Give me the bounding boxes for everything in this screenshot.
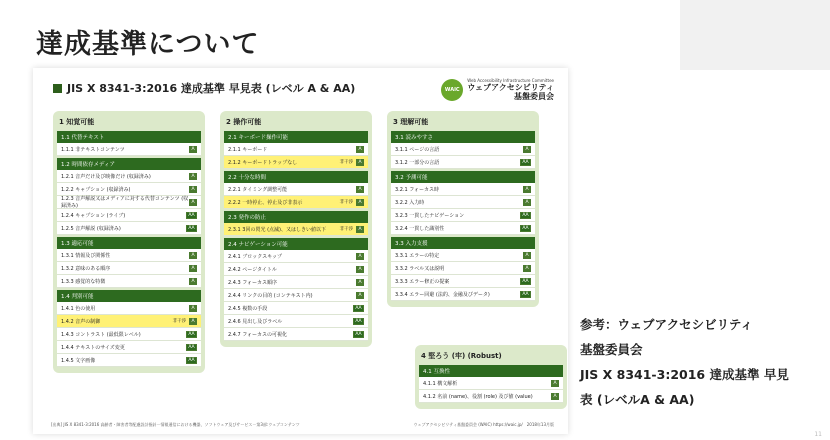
criterion-row	[391, 156, 535, 169]
level-badge: AA	[186, 225, 197, 232]
criterion-label: 2.1.1 キーボード	[228, 146, 268, 153]
criterion-label: 3.3.4 エラー回避 (法的、金融及びデータ)	[395, 291, 490, 298]
column-robust	[415, 345, 567, 409]
org-subtitle: Web Accessibility Infrastructure Committee	[467, 78, 554, 83]
criterion-label: 2.3.1 3回の閃光 (点滅)、又はしきい値以下	[228, 226, 326, 233]
criterion-label: 3.1.2 一部分の言語	[395, 159, 440, 166]
criterion-row	[224, 156, 368, 169]
criterion-meta	[520, 159, 531, 166]
level-badge: AA	[520, 291, 531, 298]
criterion-row	[57, 143, 201, 156]
column-title: 4 堅ろう (牢) (Robust)	[421, 352, 502, 360]
footer-credit: ウェブアクセシビリティ基盤委員会 (WAIC) https://waic.jp/ 2018年13月版	[413, 422, 554, 427]
org-name-line2: 基盤委員会	[514, 92, 554, 101]
reference-text	[580, 312, 820, 412]
guideline-section	[224, 171, 368, 209]
criterion-row	[224, 328, 368, 341]
level-badge: A	[356, 159, 364, 166]
source-note: [出典] JIS X 8341-3:2016 高齢者・障害者等配慮設計指針－情報通信における機器，ソフトウェア及びサービス－第3部:ウェブコンテンツ	[51, 422, 300, 427]
level-badge: A	[189, 146, 197, 153]
reference-line2: 基盤委員会	[580, 342, 643, 357]
criterion-meta	[189, 265, 197, 272]
level-badge: A	[523, 146, 531, 153]
quick-reference-card	[33, 68, 568, 434]
level-badge: AA	[353, 318, 364, 325]
criterion-row	[57, 328, 201, 341]
criterion-label: 2.1.2 キーボードトラップなし	[228, 159, 298, 166]
card-header-text: JIS X 8341-3:2016 達成基準 早見表 (レベル A & AA)	[67, 82, 356, 95]
section-header: 2.4 ナビゲーション可能	[224, 238, 368, 250]
criterion-row	[57, 315, 201, 328]
level-badge: A	[356, 186, 364, 193]
non-interference-note: 非干渉	[339, 227, 353, 232]
guideline-section	[57, 131, 201, 156]
criterion-label: 2.4.5 複数の手段	[228, 305, 268, 312]
criterion-row	[224, 276, 368, 289]
criterion-label: 1.3.2 意味のある順序	[61, 265, 111, 272]
criterion-row	[419, 377, 563, 390]
criterion-row	[391, 183, 535, 196]
criterion-label: 2.4.7 フォーカスの可視化	[228, 331, 287, 338]
level-badge: AA	[520, 212, 531, 219]
level-badge: A	[189, 173, 197, 180]
criterion-label: 2.4.1 ブロックスキップ	[228, 253, 283, 260]
criterion-label: 4.1.2 名前 (name)、役割 (role) 及び値 (value)	[423, 393, 533, 400]
criterion-row	[224, 196, 368, 209]
criterion-label: 2.4.3 フォーカス順序	[228, 279, 277, 286]
criterion-meta	[189, 173, 197, 180]
reference-line4: 表 (レベルA & AA)	[580, 392, 695, 407]
level-badge: A	[523, 252, 531, 259]
criterion-row	[57, 262, 201, 275]
criterion-label: 3.2.4 一貫した識別性	[395, 225, 445, 232]
level-badge: A	[356, 279, 364, 286]
column-title: 2 操作可能	[226, 118, 262, 126]
reference-line3: JIS X 8341-3:2016 達成基準 早見	[580, 367, 789, 382]
level-badge: A	[551, 380, 559, 387]
criterion-meta	[520, 291, 531, 298]
column-title: 3 理解可能	[393, 118, 429, 126]
section-header: 1.2 時間依存メディア	[57, 158, 201, 170]
level-badge: A	[189, 265, 197, 272]
level-badge: A	[356, 266, 364, 273]
criterion-label: 1.3.3 感覚的な特徴	[61, 278, 106, 285]
criterion-row	[57, 170, 201, 183]
level-badge: AA	[520, 278, 531, 285]
column-principle-1	[53, 111, 205, 373]
criterion-row	[57, 249, 201, 262]
criterion-label: 3.2.1 フォーカス時	[395, 186, 439, 193]
criterion-meta	[520, 225, 531, 232]
criterion-meta	[189, 186, 197, 193]
criterion-row	[391, 262, 535, 275]
criterion-meta	[523, 252, 531, 259]
column-principle-3	[387, 111, 539, 307]
criterion-label: 1.2.3 音声解説又はメディアに対する代替コンテンツ (収録済み)	[61, 196, 189, 209]
page-number: 11	[814, 431, 822, 438]
level-badge: AA	[186, 357, 197, 364]
criterion-row	[224, 315, 368, 328]
waic-logo-icon: WAIC	[441, 79, 463, 101]
org-name-line1: ウェブアクセシビリティ	[467, 83, 554, 92]
criterion-meta	[523, 265, 531, 272]
criterion-label: 3.2.2 入力時	[395, 199, 425, 206]
criterion-label: 2.4.2 ページタイトル	[228, 266, 277, 273]
level-badge: A	[356, 292, 364, 299]
criterion-row	[57, 302, 201, 315]
criterion-row	[391, 275, 535, 288]
section-header: 3.1 読みやすさ	[391, 131, 535, 143]
reference-line1: 参考：ウェブアクセシビリティ	[580, 317, 753, 332]
level-badge: AA	[186, 331, 197, 338]
criterion-row	[57, 196, 201, 209]
criterion-row	[391, 222, 535, 235]
criterion-row	[224, 143, 368, 156]
section-header: 1.3 適応可能	[57, 237, 201, 249]
criterion-row	[391, 196, 535, 209]
criterion-label: 1.2.5 音声解説 (収録済み)	[61, 225, 121, 232]
criterion-label: 1.1.1 非テキストコンテンツ	[61, 146, 125, 153]
criterion-label: 1.3.1 情報及び関係性	[61, 252, 111, 259]
criterion-row	[224, 223, 368, 236]
criterion-row	[391, 209, 535, 222]
criterion-row	[391, 249, 535, 262]
criterion-meta	[189, 278, 197, 285]
level-badge: AA	[186, 212, 197, 219]
criterion-row	[224, 263, 368, 276]
criterion-label: 3.3.2 ラベル又は説明	[395, 265, 445, 272]
corner-decoration	[680, 0, 830, 70]
guideline-section	[391, 171, 535, 235]
level-badge: AA	[520, 225, 531, 232]
criterion-meta	[523, 199, 531, 206]
section-header: 2.2 十分な時間	[224, 171, 368, 183]
criterion-meta	[340, 159, 365, 166]
criterion-meta	[356, 253, 364, 260]
criterion-label: 2.4.6 見出し及びラベル	[228, 318, 283, 325]
card-header	[53, 80, 355, 96]
section-header: 3.2 予測可能	[391, 171, 535, 183]
guideline-section	[224, 211, 368, 236]
level-badge: A	[189, 318, 197, 325]
section-header: 3.3 入力支援	[391, 237, 535, 249]
criterion-meta	[186, 212, 197, 219]
criterion-meta	[186, 357, 197, 364]
level-badge: A	[523, 186, 531, 193]
level-badge: A	[189, 186, 197, 193]
criterion-row	[224, 289, 368, 302]
criterion-meta	[520, 212, 531, 219]
criterion-row	[224, 250, 368, 263]
guideline-section	[57, 237, 201, 288]
criterion-label: 3.1.1 ページの言語	[395, 146, 440, 153]
level-badge: A	[189, 305, 197, 312]
org-logo-block	[441, 78, 554, 101]
level-badge: A	[523, 265, 531, 272]
criterion-label: 1.4.2 音声の制御	[61, 318, 101, 325]
criterion-row	[391, 288, 535, 301]
criterion-meta	[186, 225, 197, 232]
guideline-section	[57, 290, 201, 367]
section-header: 4.1 互換性	[419, 365, 563, 377]
criterion-meta	[186, 344, 197, 351]
criterion-row	[57, 222, 201, 235]
criterion-meta	[340, 199, 365, 206]
column-principle-2	[220, 111, 372, 347]
non-interference-note: 非干渉	[339, 160, 353, 165]
level-badge: AA	[186, 344, 197, 351]
header-square-icon	[53, 84, 62, 93]
criterion-label: 1.4.4 テキストのサイズ変更	[61, 344, 125, 351]
criterion-label: 2.4.4 リンクの目的 (コンテキスト内)	[228, 292, 313, 299]
criterion-row	[419, 390, 563, 403]
criterion-meta	[356, 292, 364, 299]
criterion-meta	[523, 186, 531, 193]
section-header: 1.4 判別可能	[57, 290, 201, 302]
criterion-label: 3.2.3 一貫したナビゲーション	[395, 212, 465, 219]
criterion-label: 1.4.5 文字画像	[61, 357, 96, 364]
criterion-row	[57, 275, 201, 288]
criterion-label: 4.1.1 構文解析	[423, 380, 458, 387]
criterion-meta	[189, 252, 197, 259]
criterion-label: 1.2.2 キャプション (収録済み)	[61, 186, 131, 193]
criterion-meta	[520, 278, 531, 285]
criterion-meta	[189, 305, 197, 312]
criterion-meta	[340, 226, 365, 233]
criterion-label: 1.4.3 コントラスト (最低限レベル)	[61, 331, 141, 338]
criterion-row	[57, 209, 201, 222]
criterion-meta	[186, 331, 197, 338]
criterion-label: 3.3.3 エラー修正の提案	[395, 278, 450, 285]
criterion-label: 1.2.1 音声だけ及び映像だけ (収録済み)	[61, 173, 151, 180]
guideline-section	[57, 158, 201, 235]
criterion-meta	[356, 186, 364, 193]
guideline-section	[224, 131, 368, 169]
criterion-label: 2.2.2 一時停止、停止及び非表示	[228, 199, 303, 206]
criterion-meta	[353, 331, 364, 338]
level-badge: A	[189, 278, 197, 285]
criterion-meta	[523, 146, 531, 153]
criterion-row	[391, 143, 535, 156]
criterion-meta	[353, 318, 364, 325]
section-header: 2.3 発作の防止	[224, 211, 368, 223]
level-badge: AA	[353, 305, 364, 312]
criterion-label: 1.2.4 キャプション (ライブ)	[61, 212, 126, 219]
level-badge: A	[356, 146, 364, 153]
criterion-meta	[356, 146, 364, 153]
criterion-label: 2.2.1 タイミング調整可能	[228, 186, 288, 193]
section-header: 2.1 キーボード操作可能	[224, 131, 368, 143]
criterion-meta	[356, 279, 364, 286]
level-badge: AA	[520, 159, 531, 166]
criterion-meta	[173, 318, 198, 325]
guideline-section	[391, 131, 535, 169]
guideline-section	[224, 238, 368, 341]
criterion-row	[224, 302, 368, 315]
criterion-meta	[189, 199, 197, 206]
criterion-meta	[189, 146, 197, 153]
level-badge: A	[189, 199, 197, 206]
level-badge: A	[356, 199, 364, 206]
criterion-meta	[353, 305, 364, 312]
non-interference-note: 非干渉	[172, 319, 186, 324]
criterion-label: 1.4.1 色の使用	[61, 305, 96, 312]
level-badge: A	[356, 253, 364, 260]
level-badge: A	[523, 199, 531, 206]
non-interference-note: 非干渉	[339, 200, 353, 205]
column-title: 1 知覚可能	[59, 118, 95, 126]
section-header: 1.1 代替テキスト	[57, 131, 201, 143]
guideline-section	[391, 237, 535, 301]
criterion-label: 3.3.1 エラーの特定	[395, 252, 440, 259]
criterion-row	[224, 183, 368, 196]
level-badge: A	[189, 252, 197, 259]
criterion-row	[57, 341, 201, 354]
level-badge: A	[356, 226, 364, 233]
criterion-meta	[356, 266, 364, 273]
criterion-row	[57, 354, 201, 367]
level-badge: AA	[353, 331, 364, 338]
slide-title: 達成基準について	[36, 29, 260, 60]
level-badge: A	[551, 393, 559, 400]
